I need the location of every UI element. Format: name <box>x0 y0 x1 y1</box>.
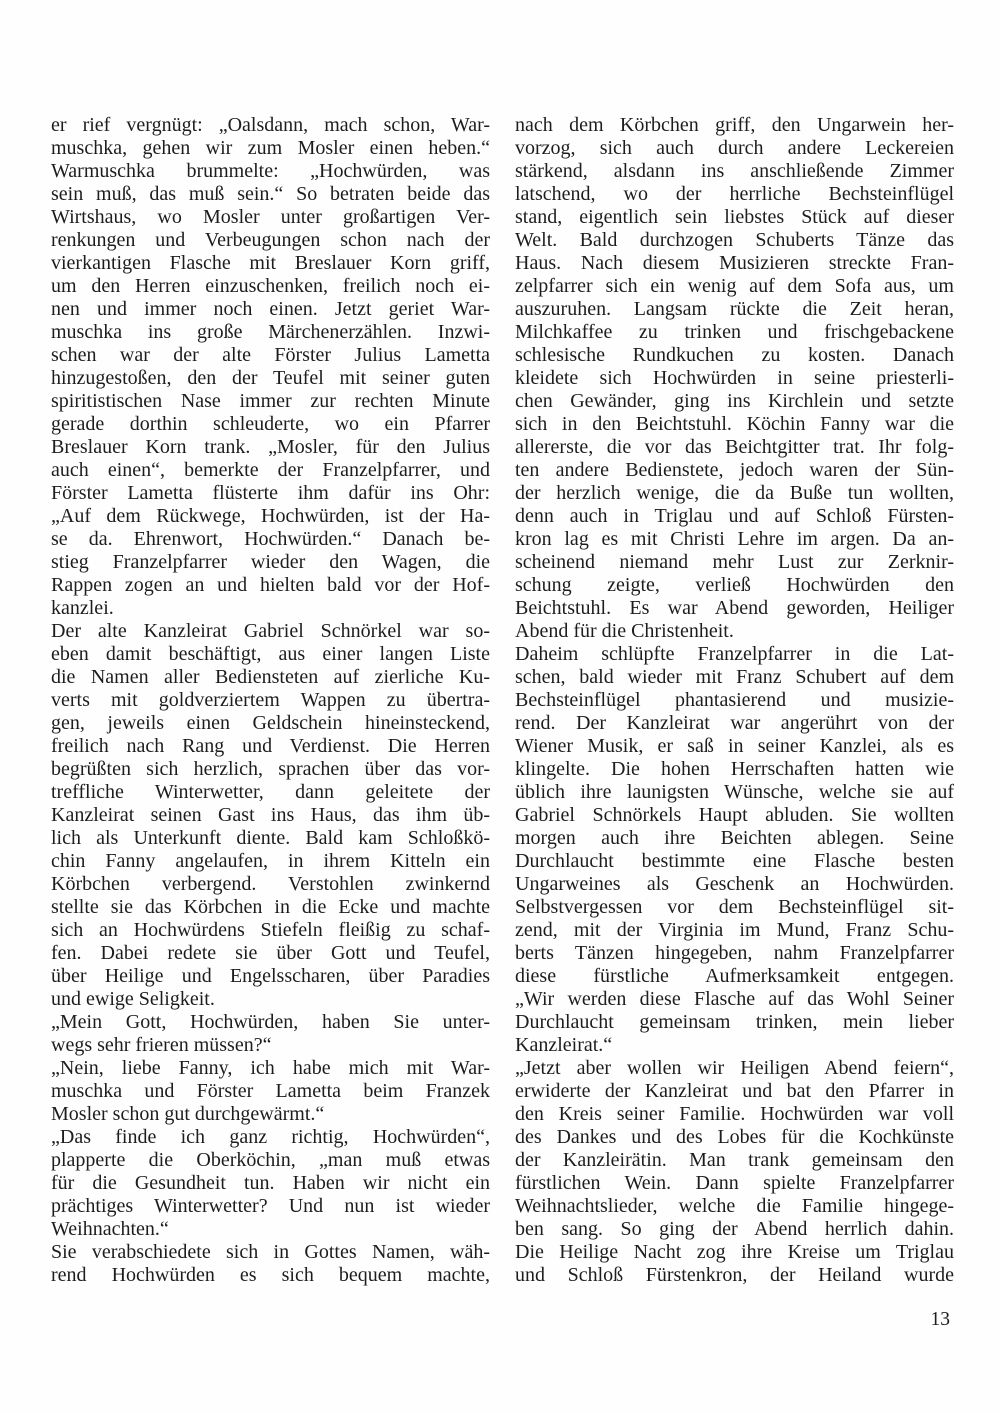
text-line: Gabriel Schnörkels Haupt abluden. Sie wollten <box>515 804 954 826</box>
text-line: Weihnachtslieder, welche die Familie hingege- <box>515 1195 954 1217</box>
text-line: rend. Der Kanzleirat war angerührt von der <box>515 712 954 734</box>
text-line: rend Hochwürden es sich bequem machte, <box>51 1264 490 1286</box>
text-line: sich in den Beichtstuhl. Köchin Fanny war die <box>515 413 954 435</box>
text-line: prächtiges Winterwetter? Und nun ist wieder <box>51 1195 490 1217</box>
text-line: fürstlichen Wein. Dann spielte Franzelpfarrer <box>515 1172 954 1194</box>
text-line: des Dankes und des Lobes für die Kochkünste <box>515 1126 954 1148</box>
text-line: auch einen“, bemerkte der Franzelpfarrer, und <box>51 459 490 481</box>
text-line: morgen auch ihre Beichten ablegen. Seine <box>515 827 954 849</box>
text-line: chin Fanny angelaufen, in ihrem Kitteln ein <box>51 850 490 872</box>
text-line: Warmuschka brummelte: „Hochwürden, was <box>51 160 490 182</box>
text-line: stärkend, alsdann ins anschließende Zimmer <box>515 160 954 182</box>
text-line: Milchkaffee zu trinken und frischgebackene <box>515 321 954 343</box>
text-line: muschka, gehen wir zum Mosler einen heben.“ <box>51 137 490 159</box>
text-line: Wirtshaus, wo Mosler unter großartigen Ver- <box>51 206 490 228</box>
text-line: Beichtstuhl. Es war Abend geworden, Heiliger <box>515 597 954 619</box>
text-line: muschka ins große Märchenerzählen. Inzwi- <box>51 321 490 343</box>
text-line: Körbchen verbergend. Verstohlen zwinkernd <box>51 873 490 895</box>
text-line: und ewige Seligkeit. <box>51 988 215 1010</box>
text-line: hinzugestoßen, den der Teufel mit seiner guten <box>51 367 490 389</box>
text-line: Haus. Nach diesem Musizieren streckte Fran- <box>515 252 954 274</box>
text-line: muschka und Förster Lametta beim Franzek <box>51 1080 490 1102</box>
text-line: treffliche Winterwetter, dann geleitete der <box>51 781 490 803</box>
text-line: klingelte. Die hohen Herrschaften hatten wie <box>515 758 954 780</box>
text-line: zelpfarrer sich ein wenig auf dem Sofa aus, um <box>515 275 954 297</box>
text-line: Durchlaucht bestimmte eine Flasche besten <box>515 850 954 872</box>
text-line: sich an Hochwürdens Stiefeln fleißig zu schaf- <box>51 919 490 941</box>
text-line: spiritistischen Nase immer zur rechten Minute <box>51 390 490 412</box>
text-line: er rief vergnügt: „Oalsdann, mach schon, War- <box>51 114 490 136</box>
text-line: „Mein Gott, Hochwürden, haben Sie unter- <box>51 1011 490 1033</box>
text-line: Wiener Musik, er saß in seiner Kanzlei, als es <box>515 735 954 757</box>
text-line: Weihnachten.“ <box>51 1218 169 1240</box>
text-line: zend, mit der Virginia im Mund, Franz Schu- <box>515 919 954 941</box>
text-line: „Wir werden diese Flasche auf das Wohl Seiner <box>515 988 954 1010</box>
text-line: „Das finde ich ganz richtig, Hochwürden“, <box>51 1126 490 1148</box>
text-line: allererste, die vor das Beichtgitter trat. Ihr folg- <box>515 436 954 458</box>
text-line: ten andere Bedienstete, jedoch waren der Sün- <box>515 459 954 481</box>
text-line: vorzog, sich auch durch andere Leckereien <box>515 137 954 159</box>
text-line: eben damit beschäftigt, aus einer langen Liste <box>51 643 490 665</box>
text-line: Sie verabschiedete sich in Gottes Namen, wäh- <box>51 1241 490 1263</box>
text-line: schlesische Rundkuchen zu kosten. Danach <box>515 344 954 366</box>
text-line: für die Gesundheit tun. Haben wir nicht ein <box>51 1172 490 1194</box>
text-line: erwiderte der Kanzleirat und bat den Pfarrer in <box>515 1080 954 1102</box>
text-line: um den Herren einzuschenken, freilich noch ei- <box>51 275 490 297</box>
text-line: Rappen zogen an und hielten bald vor der Hof- <box>51 574 490 596</box>
text-line: Kanzleirat.“ <box>515 1034 613 1056</box>
text-line: se da. Ehrenwort, Hochwürden.“ Danach be- <box>51 528 490 550</box>
text-line: die Namen aller Bediensteten auf zierliche Ku- <box>51 666 490 688</box>
text-line: fen. Dabei redete sie über Gott und Teufel, <box>51 942 490 964</box>
text-line: kron lag es mit Christi Lehre im argen. Da an- <box>515 528 954 550</box>
text-line: stieg Franzelpfarrer wieder den Wagen, die <box>51 551 490 573</box>
text-line: Ungarweines als Geschenk an Hochwürden. <box>515 873 954 895</box>
text-line: „Nein, liebe Fanny, ich habe mich mit War- <box>51 1057 490 1079</box>
text-line: Welt. Bald durchzogen Schuberts Tänze das <box>515 229 954 251</box>
text-line: Der alte Kanzleirat Gabriel Schnörkel war so- <box>51 620 490 642</box>
text-line: üblich ihre launigsten Wünsche, welche sie auf <box>515 781 954 803</box>
text-line: scheinend niemand mehr Lust zur Zerknir- <box>515 551 954 573</box>
text-line: Selbstvergessen vor dem Bechsteinflügel sit- <box>515 896 954 918</box>
text-line: lich als Unterkunft diente. Bald kam Schloßkö- <box>51 827 490 849</box>
text-line: renkungen und Verbeugungen schon nach der <box>51 229 490 251</box>
text-line: Die Heilige Nacht zog ihre Kreise um Triglau <box>515 1241 954 1263</box>
text-line: verts mit goldverziertem Wappen zu übertra- <box>51 689 490 711</box>
text-line: kleidete sich Hochwürden in seine priesterli- <box>515 367 954 389</box>
text-line: und Schloß Fürstenkron, der Heiland wurde <box>515 1264 954 1286</box>
text-line: der Kanzleirätin. Man trank gemeinsam den <box>515 1149 954 1171</box>
text-line: Abend für die Christenheit. <box>515 620 734 642</box>
text-column-right <box>515 114 954 1287</box>
text-line: Durchlaucht gemeinsam trinken, mein lieber <box>515 1011 954 1033</box>
text-line: über Heilige und Engelsscharen, über Paradies <box>51 965 490 987</box>
text-line: stand, eigentlich sein liebstes Stück auf dieser <box>515 206 954 228</box>
text-line: auszuruhen. Langsam rückte die Zeit heran, <box>515 298 954 320</box>
text-line: Breslauer Korn trank. „Mosler, für den Julius <box>51 436 490 458</box>
text-line: berts Tänzen hingegeben, nahm Franzelpfarrer <box>515 942 954 964</box>
text-line: vierkantigen Flasche mit Breslauer Korn griff, <box>51 252 490 274</box>
text-line: Mosler schon gut durchgewärmt.“ <box>51 1103 325 1125</box>
text-line: sein muß, das muß sein.“ So betraten beide das <box>51 183 490 205</box>
text-line: Bechsteinflügel phantasierend und musizie- <box>515 689 954 711</box>
text-line: gen, jeweils einen Geldschein hineinsteckend, <box>51 712 490 734</box>
text-line: begrüßten sich herzlich, sprachen über das vor- <box>51 758 490 780</box>
text-line: gerade dorthin schleuderte, wo ein Pfarrer <box>51 413 490 435</box>
text-line: chen Gewänder, ging ins Kirchlein und setzte <box>515 390 954 412</box>
text-line: den Kreis seiner Familie. Hochwürden war voll <box>515 1103 954 1125</box>
text-line: schen war der alte Förster Julius Lametta <box>51 344 490 366</box>
text-line: Förster Lametta flüsterte ihm dafür ins Ohr: <box>51 482 490 504</box>
text-line: denn auch in Triglau und auf Schloß Fürsten- <box>515 505 954 527</box>
text-line: kanzlei. <box>51 597 114 619</box>
text-line: diese fürstliche Aufmerksamkeit entgegen. <box>515 965 954 987</box>
text-line: schung zeigte, verließ Hochwürden den <box>515 574 954 596</box>
text-line: schen, bald wieder mit Franz Schubert auf dem <box>515 666 954 688</box>
text-line: freilich nach Rang und Verdienst. Die Herren <box>51 735 490 757</box>
text-columns <box>51 114 954 1287</box>
text-line: „Jetzt aber wollen wir Heiligen Abend feiern“, <box>515 1057 954 1079</box>
text-line: ben sang. So ging der Abend herrlich dahin. <box>515 1218 954 1240</box>
text-line: der herzlich wenige, die da Buße tun wollten, <box>515 482 954 504</box>
text-line: latschend, wo der herrliche Bechsteinflügel <box>515 183 954 205</box>
text-line: plapperte die Oberköchin, „man muß etwas <box>51 1149 490 1171</box>
text-line: Daheim schlüpfte Franzelpfarrer in die Lat- <box>515 643 954 665</box>
text-line: nen und immer noch einen. Jetzt geriet War- <box>51 298 490 320</box>
text-line: Kanzleirat seinen Gast ins Haus, das ihm üb- <box>51 804 490 826</box>
text-column-left <box>51 114 490 1287</box>
text-line: wegs sehr frieren müssen?“ <box>51 1034 272 1056</box>
text-line: stellte sie das Körbchen in die Ecke und machte <box>51 896 490 918</box>
text-line: „Auf dem Rückwege, Hochwürden, ist der Ha- <box>51 505 490 527</box>
text-line: nach dem Körbchen griff, den Ungarwein her- <box>515 114 954 136</box>
page-number: 13 <box>930 1309 950 1330</box>
